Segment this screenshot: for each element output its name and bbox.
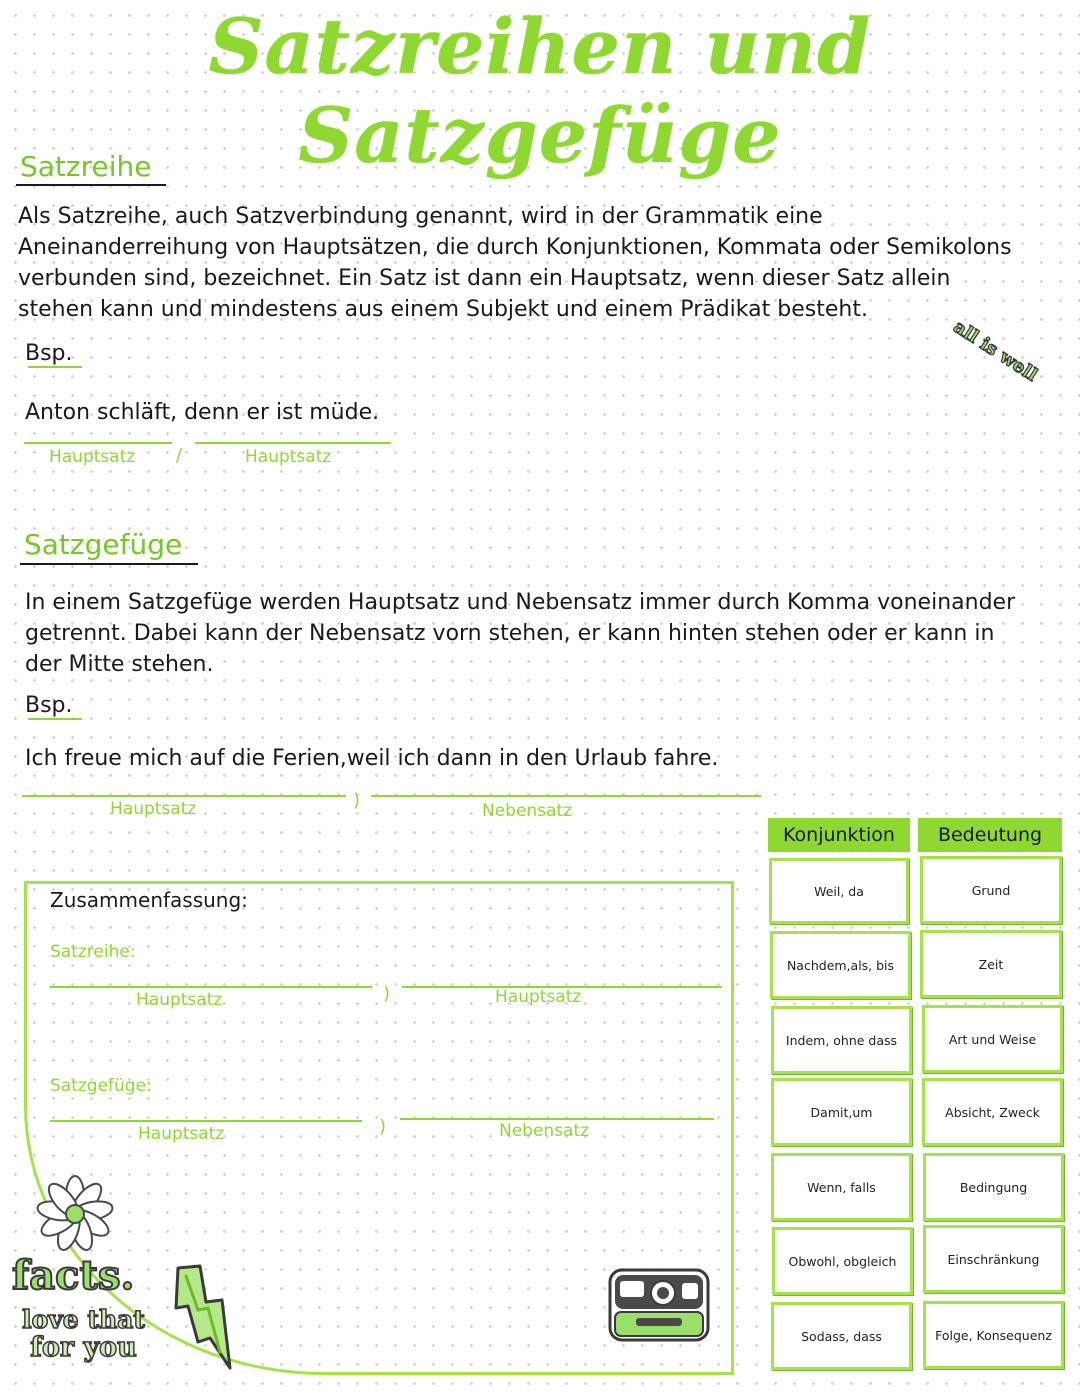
satzreihe-line-1: Als Satzreihe, auch Satzverbindung genannt, wird in der Grammatik eine xyxy=(18,204,823,229)
satzgefuege-line-1: In einem Satzgefüge werden Hauptsatz und Nebensatz immer durch Komma voneinander xyxy=(25,590,1016,615)
satzgefuege-line-3: der Mitte stehen. xyxy=(25,652,214,677)
satzreihe-separator: / xyxy=(176,445,183,466)
summary-satzgefuege-label: Satzgefüge: xyxy=(50,1076,152,1096)
table-cell-bedeutung: Grund xyxy=(920,856,1062,924)
table-cell-konjunktion: Weil, da xyxy=(769,858,909,924)
satzgefuege-label-right: Nebensatz xyxy=(482,801,573,821)
satzgefuege-paragraph xyxy=(25,587,1080,680)
table-cell-konjunktion: Nachdem,als, bis xyxy=(770,931,911,999)
page-title: Satzreihen und Satzgefüge xyxy=(208,2,872,180)
all-is-well-sticker xyxy=(936,316,1070,425)
satzreihe-label-left: Hauptsatz xyxy=(49,447,136,467)
satzreihe-line-left xyxy=(24,442,172,444)
table-cell-konjunktion: Indem, ohne dass xyxy=(771,1006,912,1074)
table-cell-konjunktion: Wenn, falls xyxy=(771,1153,912,1221)
summary-satzreihe-label: Satzreihe: xyxy=(50,942,136,962)
satzreihe-heading-underline xyxy=(16,184,166,186)
satzreihe-bsp-label: Bsp. xyxy=(25,341,73,366)
satzgefuege-heading-underline xyxy=(20,563,198,565)
table-cell-bedeutung: Einschränkung xyxy=(923,1225,1064,1293)
satzreihe-paragraph xyxy=(18,201,1078,325)
for-you-text: for you xyxy=(30,1332,137,1363)
facts-sticker: facts. xyxy=(12,1252,135,1299)
love-that-for-you-sticker xyxy=(16,1306,151,1362)
summary-satzgefuege-separator: ) xyxy=(379,1116,387,1137)
table-cell-konjunktion: Obwohl, obgleich xyxy=(772,1227,913,1295)
camera-icon xyxy=(606,1266,712,1344)
lightning-bolt-icon xyxy=(170,1262,236,1374)
summary-satzreihe-left-label: Hauptsatz xyxy=(136,990,223,1010)
summary-satzreihe-right-label: Hauptsatz xyxy=(495,987,582,1007)
satzreihe-example: Anton schläft, denn er ist müde. xyxy=(25,400,380,425)
table-cell-konjunktion: Sodass, dass xyxy=(771,1302,912,1370)
summary-satzgefuege-left-label: Hauptsatz xyxy=(138,1124,225,1144)
satzreihe-label-right: Hauptsatz xyxy=(245,447,332,467)
love-that-text: love that xyxy=(22,1305,145,1334)
satzreihe-line-3: verbunden sind, bezeichnet. Ein Satz ist dann ein Hauptsatz, wenn dieser Satz allein xyxy=(18,266,951,291)
daisy-icon xyxy=(34,1175,116,1253)
table-cell-konjunktion: Damit,um xyxy=(771,1078,912,1146)
satzgefuege-example: Ich freue mich auf die Ferien,weil ich dann in den Urlaub fahre. xyxy=(25,746,719,771)
satzreihe-line-right xyxy=(195,442,391,444)
satzreihe-line-2: Aneinanderreihung von Hauptsätzen, die durch Konjunktionen, Kommata oder Semikolons xyxy=(18,235,1012,260)
table-cell-bedeutung: Absicht, Zweck xyxy=(922,1078,1063,1146)
satzgefuege-bsp-underline xyxy=(28,718,82,720)
satzgefuege-line-left xyxy=(22,795,346,797)
table-cell-bedeutung: Bedingung xyxy=(923,1153,1064,1221)
summary-satzreihe-separator: ) xyxy=(383,983,391,1004)
satzgefuege-heading: Satzgefüge xyxy=(24,528,183,561)
table-header-bedeutung: Bedeutung xyxy=(918,818,1062,852)
satzgefuege-separator: ) xyxy=(353,790,361,811)
summary-title: Zusammenfassung: xyxy=(50,888,248,912)
table-cell-bedeutung: Folge, Konsequenz xyxy=(923,1301,1064,1369)
satzreihe-bsp-underline xyxy=(28,366,82,368)
summary-satzgefuege-line-left xyxy=(50,1120,362,1122)
table-cell-bedeutung: Art und Weise xyxy=(922,1005,1063,1073)
all-is-well-text: all is well xyxy=(949,316,1042,386)
satzgefuege-label-left: Hauptsatz xyxy=(110,799,197,819)
satzgefuege-line-right xyxy=(371,795,761,797)
table-header-konjunktion: Konjunktion xyxy=(768,818,910,852)
satzreihe-heading: Satzreihe xyxy=(20,150,152,183)
summary-satzgefuege-line-right xyxy=(400,1118,714,1120)
satzgefuege-bsp-label: Bsp. xyxy=(25,693,73,718)
table-cell-bedeutung: Zeit xyxy=(920,930,1062,998)
summary-satzreihe-line-left xyxy=(50,986,372,988)
summary-satzgefuege-right-label: Nebensatz xyxy=(499,1121,590,1141)
satzgefuege-line-2: getrennt. Dabei kann der Nebensatz vorn stehen, er kann hinten stehen oder er kann in xyxy=(25,621,995,646)
satzreihe-line-4: stehen kann und mindestens aus einem Subjekt und einem Prädikat besteht. xyxy=(18,297,868,322)
